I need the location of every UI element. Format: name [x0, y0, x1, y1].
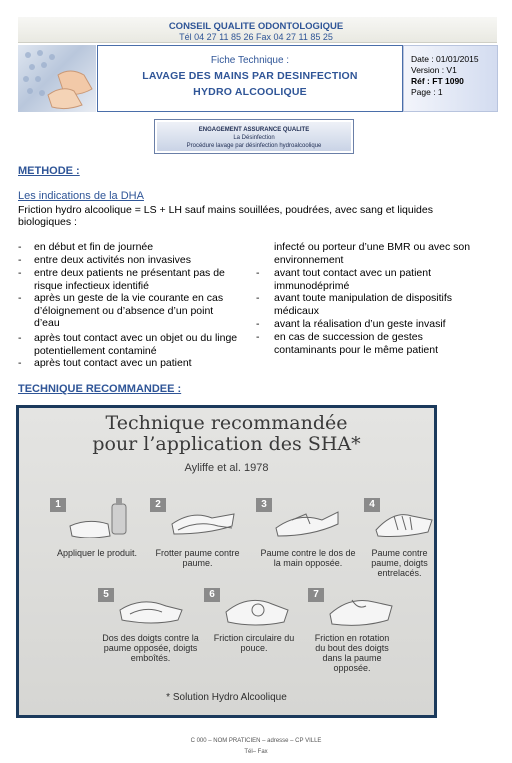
step-number: 5 — [98, 588, 114, 602]
hand-wash-step-3-icon — [272, 500, 342, 542]
step-caption: Paume contre paume, doigts entrelacés. — [371, 548, 428, 578]
step-number: 6 — [204, 588, 220, 602]
step-caption: Friction circulaire du pouce. — [213, 633, 295, 653]
organization-name: CONSEIL QUALITE ODONTOLOGIQUE — [168, 21, 344, 32]
list-item-continuation: infecté ou porteur d’une BMR ou avec son environnement — [274, 241, 471, 266]
logo-image — [18, 45, 96, 112]
hand-wash-step-6-icon — [222, 588, 292, 630]
hand-wash-step-4-icon — [372, 500, 436, 542]
list-item: - en cas de succession de gestes contaminants pour le même patient — [256, 331, 439, 356]
list-item: - après un geste de la vie courante en cas d’éloignement ou d’absence d’un point d’eau — [18, 292, 224, 329]
figure-title-line1: Technique recommandée — [105, 412, 348, 434]
footer-address: C 000 – NOM PRATICIEN – adresse – CP VILLE — [190, 738, 322, 744]
figure-source: Ayliffe et al. 1978 — [184, 462, 269, 474]
indications-intro: Friction hydro alcoolique = LS + LH sauf mains souillées, poudrées, avec sang et liquides biologiques : — [18, 204, 433, 228]
engagement-line3: Procédure lavage par désinfection hydroalcoolique — [186, 143, 322, 149]
engagement-line2: La Désinfection — [233, 135, 275, 141]
step-number: 3 — [256, 498, 272, 512]
step-caption: Frotter paume contre paume. — [155, 548, 240, 568]
figure-title-line2: pour l’application des SHA* — [92, 433, 361, 455]
list-item: - avant tout contact avec un patient immunodéprimé — [256, 267, 432, 292]
meta-date: Date : 01/01/2015 — [411, 54, 479, 64]
technique-heading: TECHNIQUE RECOMMANDEE : — [18, 383, 182, 395]
step-caption: Appliquer le produit. — [56, 548, 138, 558]
step-caption: Friction en rotation du bout des doigts dans la paume opposée. — [314, 633, 390, 673]
engagement-box — [155, 120, 353, 153]
hand-wash-step-7-icon — [326, 588, 396, 630]
meta-page: Page : 1 — [411, 87, 443, 97]
footer-contact: Tél– Fax — [244, 749, 268, 755]
list-item: - entre deux activités non invasives — [18, 254, 192, 266]
meta-version: Version : V1 — [411, 65, 457, 75]
meta-ref: Réf : FT 1090 — [411, 76, 464, 86]
figure-footnote: * Solution Hydro Alcoolique — [166, 692, 287, 703]
list-item: - après tout contact avec un objet ou du linge potentiellement contaminé — [18, 332, 238, 357]
fiche-label: Fiche Technique : — [210, 55, 290, 66]
list-item: - avant toute manipulation de dispositifs médicaux — [256, 292, 453, 317]
step-number: 2 — [150, 498, 166, 512]
engagement-line1: ENGAGEMENT ASSURANCE QUALITE — [198, 127, 310, 133]
fiche-title-line1: LAVAGE DES MAINS PAR DESINFECTION — [142, 70, 358, 82]
step-number: 1 — [50, 498, 66, 512]
organization-phone: Tél 04 27 11 85 26 Fax 04 27 11 85 25 — [179, 32, 333, 42]
hand-wash-step-5-icon — [116, 588, 186, 630]
hand-wash-step-1-icon — [68, 496, 138, 538]
list-item: - en début et fin de journée — [18, 241, 154, 253]
step-number: 7 — [308, 588, 324, 602]
list-item: - après tout contact avec un patient — [18, 357, 192, 369]
step-number: 4 — [364, 498, 380, 512]
hand-wash-step-2-icon — [168, 500, 238, 542]
methode-heading: METHODE : — [18, 165, 80, 177]
indications-heading: Les indications de la DHA — [18, 190, 144, 202]
step-caption: Paume contre le dos de la main opposée. — [260, 548, 356, 568]
list-item: - avant la réalisation d’un geste invasif — [256, 318, 446, 330]
list-item: - entre deux patients ne présentant pas de risque infectieux identifié — [18, 267, 225, 292]
step-caption: Dos des doigts contre la paume opposée, doigts emboîtés. — [102, 633, 199, 663]
document-meta — [403, 45, 498, 112]
fiche-title-line2: HYDRO ALCOOLIQUE — [193, 86, 307, 98]
